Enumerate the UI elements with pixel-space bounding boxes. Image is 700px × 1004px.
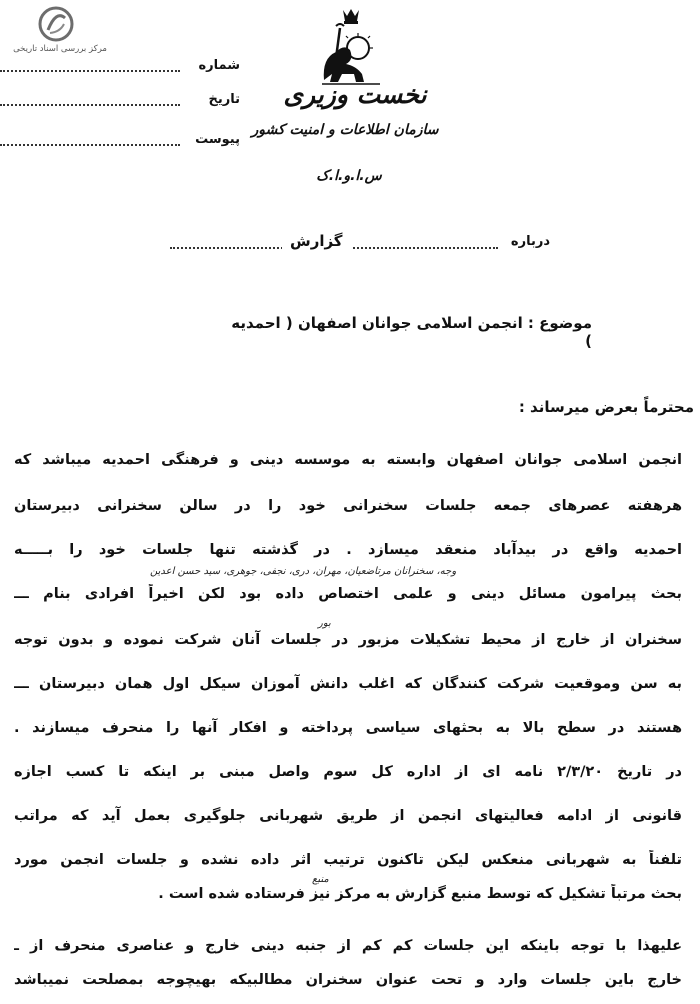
body-line: خارج باین جلسات وارد و تحت عنوان سخنران مطالبیکه بهیچوجه بمصلحت نمیباشد <box>14 972 682 988</box>
body-line: قانونی از ادامه فعالیتهای انجمن از طریق شهربانی جلوگیری بعمل آید که مراتب <box>14 808 682 824</box>
body-line: هستند در سطح بالا به بحثهای سیاسی پرداخته و افکار آنها را منحرف میسازند . <box>14 720 682 736</box>
watermark <box>8 6 112 58</box>
lion-and-sun-emblem-icon <box>316 8 386 90</box>
org-code: س.ا.و.ا.ک <box>316 168 382 184</box>
body-line: به سن وموقعیت شرکت کنندگان که اغلب دانش آموزان سیکل اول همان دبیرستان ـــ <box>14 676 682 692</box>
attachment-field <box>0 132 240 152</box>
report-title: گزارش <box>282 232 351 250</box>
body-line: در تاریخ ۲/۳/۲۰ نامه ای از اداره کل سوم واصل مبنی بر اینکه تا کسب اجازه <box>14 764 682 780</box>
body-line: هرهفته عصرهای جمعه جلسات سخنرانی خود را در سالن سخنرانی دبیرستان <box>14 498 682 514</box>
body-line: سخنران از خارج از محیط تشکیلات مزبور در جلسات آنان شرکت نموده و بدون توجه <box>14 632 682 648</box>
regarding-label: درباره <box>507 234 550 249</box>
body-line: انجمن اسلامی جوانان اصفهان وابسته به موسسه دینی و فرهنگی احمدیه میباشد که <box>14 452 682 468</box>
body-line: تلفناً به شهربانی منعکس لیکن تاکنون ترتیب اثر داده نشده و جلسات انجمن مورد <box>14 852 682 868</box>
subject-line: موضوع : انجمن اسلامی جوانان اصفهان ( احمدیه ) <box>231 314 592 350</box>
archive-logo-icon <box>38 6 74 42</box>
date-label: تاریخ <box>208 92 240 107</box>
number-field <box>0 58 240 78</box>
attachment-label: پیوست <box>195 132 240 147</box>
watermark-text: مرکز بررسی اسناد تاریخی <box>13 44 107 54</box>
body-line: احمدیه واقع در بیدآباد منعقد میسازد . در گذشته تنها جلسات خود را بـــــه <box>14 542 682 558</box>
salutation: محترماً بعرض میرساند : <box>518 398 694 416</box>
handwritten-note: بور <box>318 618 331 629</box>
date-field <box>0 92 240 112</box>
body-line: بحث مرتباً تشکیل که توسط منبع گزارش به مرکز نیز فرستاده شده است . <box>158 886 682 902</box>
body-line: علیهذا با توجه باینکه این جلسات کم کم از جنبه دینی خارج و عناصری منحرف از ـ <box>14 938 682 954</box>
number-label: شماره <box>198 58 240 73</box>
handwritten-note: وجه، سخنرانان مرتاضعیان، مهران، دری، نجفی، جوهری، سید حسن اعدین <box>150 566 457 577</box>
handwritten-note: منبع <box>312 874 329 885</box>
org-title: نخست وزیری <box>283 80 427 109</box>
report-header <box>170 232 550 256</box>
org-subtitle: سازمان اطلاعات و امنیت کشور <box>251 122 439 138</box>
body-line: بحث پیرامون مسائل دینی و علمی اختصاص داده بود لکن اخیراً افرادی بنام ـــ <box>14 586 682 602</box>
